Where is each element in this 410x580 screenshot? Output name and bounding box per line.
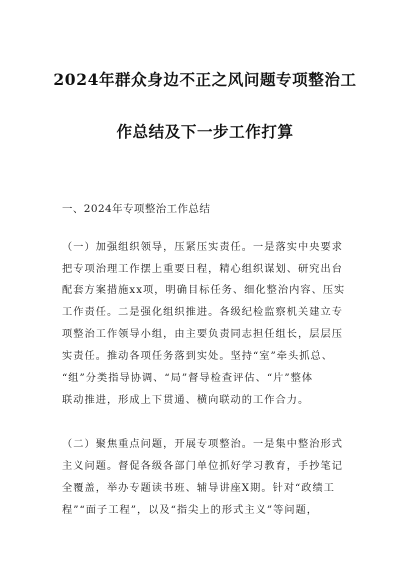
section-heading: 一、2024年专项整治工作总结 <box>62 203 211 215</box>
paragraph-2-line-1: （二）聚焦重点问题，开展专项整治。一是集中整治形式 <box>62 439 343 450</box>
document-title-line-2: 作总结及下一步工作打算 <box>116 122 294 141</box>
paragraph-2-line-2: 主义问题。督促各级各部门单位抓好学习教育，手抄笔记 <box>62 461 343 472</box>
paragraph-2-line-4: 程”“面子工程”，以及“指尖上的形式主义”等问题， <box>62 505 319 516</box>
paragraph-1-line-5: 项整治工作领导小组，由主要负责同志担任组长，层层压 <box>62 329 343 340</box>
paragraph-2-line-3: 全覆盖，举办专题读书班、辅导讲座X期。针对“政绩工 <box>62 483 336 494</box>
paragraph-1-line-1: （一）加强组织领导，压紧压实责任。一是落实中央要求 <box>62 242 343 253</box>
paragraph-1-line-4: 工作责任。二是强化组织推进。各级纪检监察机关建立专 <box>62 307 343 318</box>
paragraph-1-line-8: 联动推进，形成上下贯通、横向联动的工作合力。 <box>62 395 310 406</box>
paragraph-1-line-2: 把专项治理工作摆上重要日程，精心组织谋划、研究出台 <box>62 264 343 275</box>
paragraph-1-line-7: “组”分类指导协调、“局”督导检查评估、“片”整体 <box>62 373 314 384</box>
document-title-line-1: 2024年群众身边不正之风问题专项整治工 <box>53 70 357 89</box>
paragraph-1-line-3: 配套方案措施xx项，明确目标任务、细化整治内容、压实 <box>62 285 346 296</box>
paragraph-1-line-6: 实责任。推动各项任务落到实处。坚持“室”牵头抓总、 <box>62 351 333 362</box>
